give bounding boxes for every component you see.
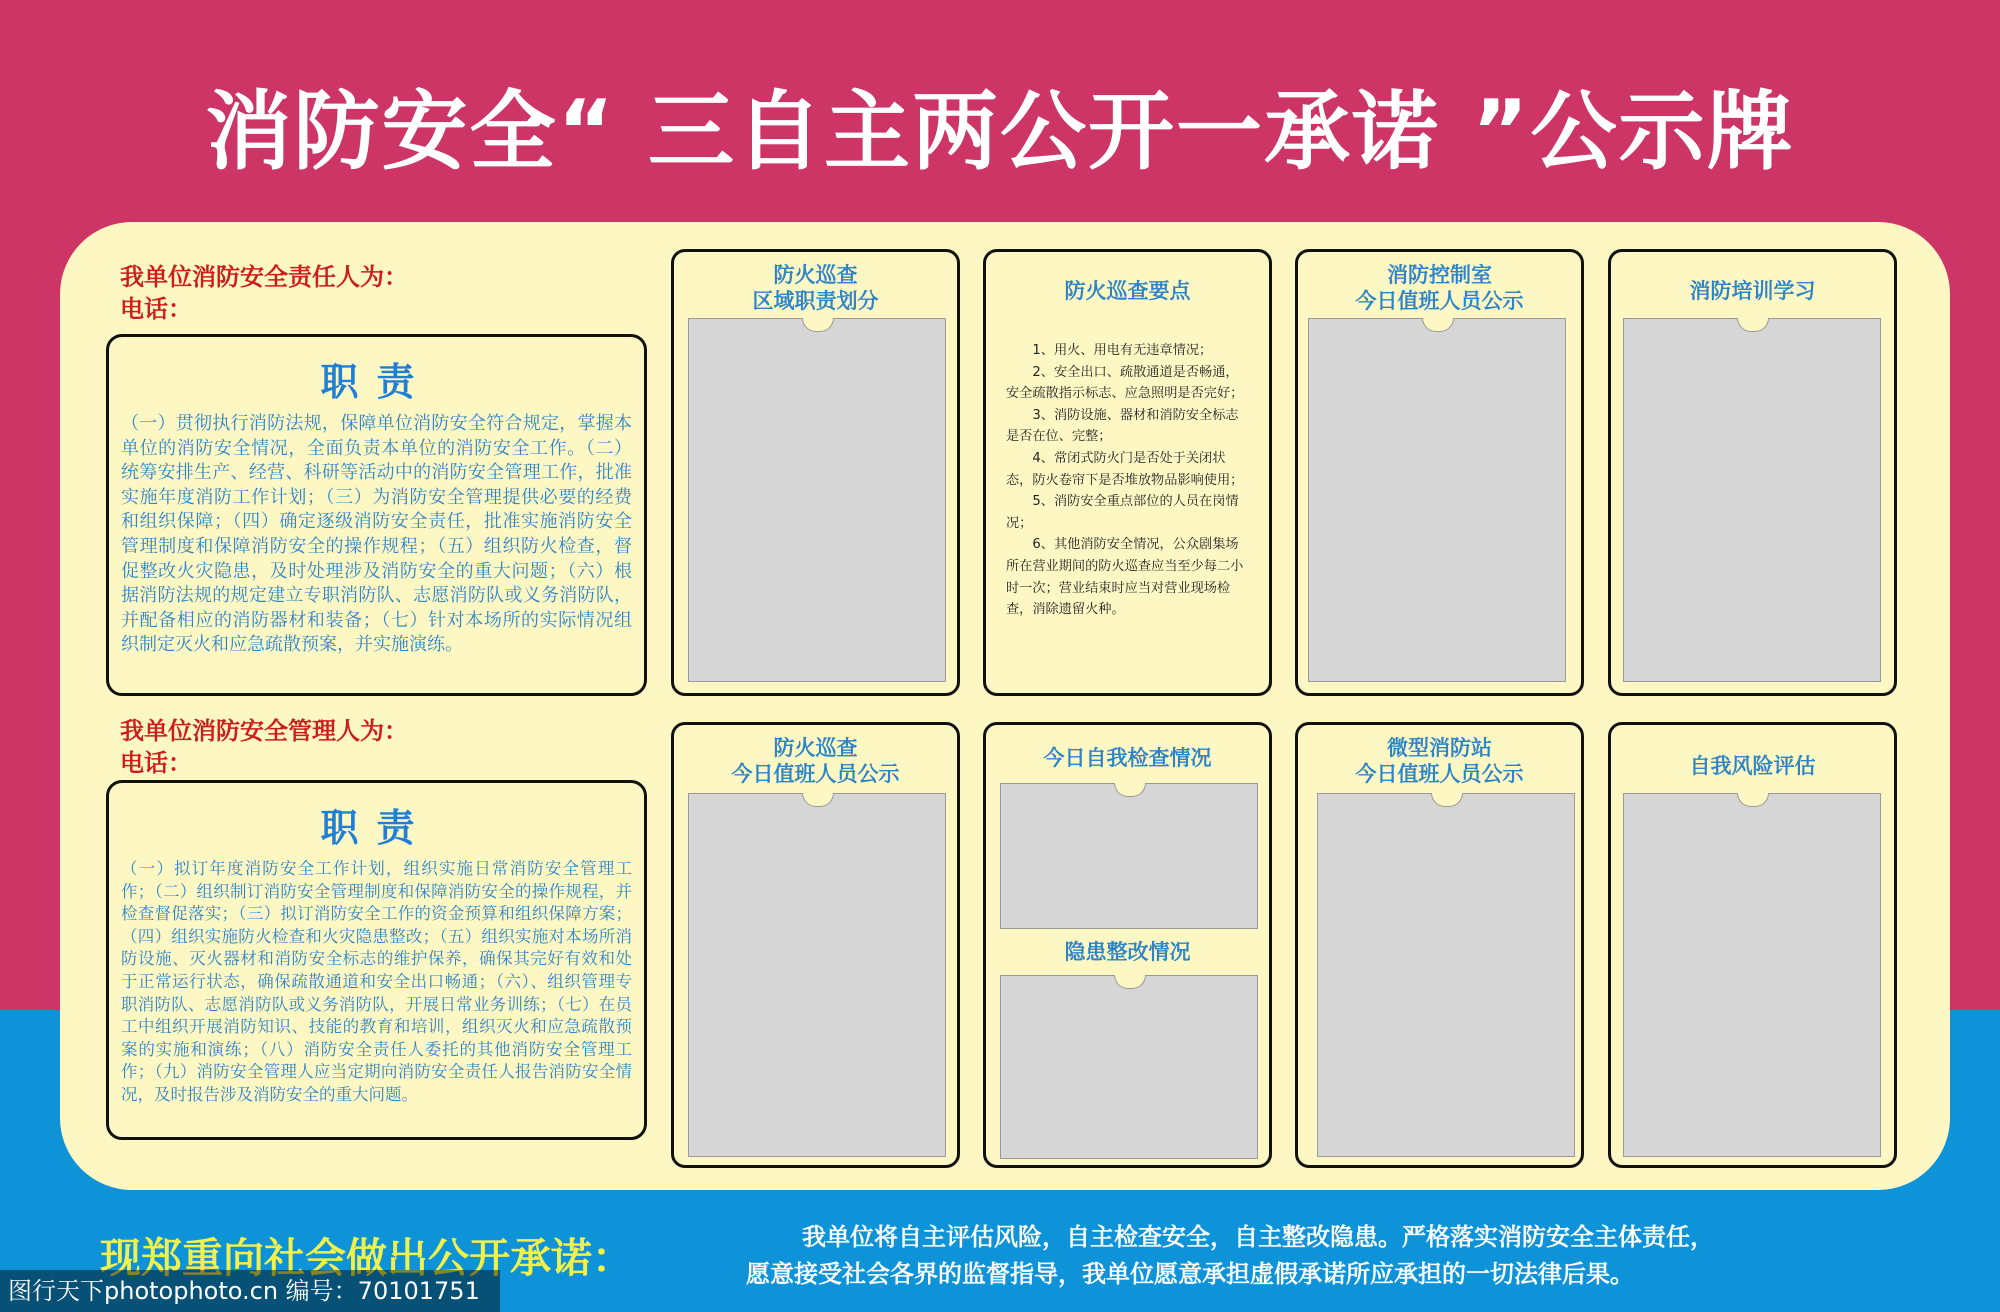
responsible-person-label: 我单位消防安全责任人为： [120, 263, 408, 291]
panel-patrol-duty [671, 722, 960, 1168]
slot-notch [1431, 793, 1463, 807]
panel-title: 消防培训学习 [1689, 279, 1816, 303]
panel-self-inspection [983, 722, 1272, 1168]
responsible-duty-text: （一）贯彻执行消防法规，保障单位消防安全符合规定，掌握本单位的消防安全情况，全面负责本单位的消防安全工作。（二）统筹安排生产、经营、科研等活动中的消防安全管理工作，批准实施年度消防工作计划；（三）为消防安全管理提供必要的经费和组织保障；（四）确定逐级消防安全责任，批准实施消防安全管理制度和保障消防安全的操作规程；（五）组织防火检查，督促整改火灾隐患，及时处理涉及消防安全的重大问题；（六）根据消防法规的规定建立专职消防队、志愿消防队或义务消防队，并配备相应的消防器材和装备；（七）针对本场所的实际情况组织制定灭火和应急疏散预案，并实施演练。 [121, 413, 632, 656]
slot-notch [1737, 318, 1769, 332]
panel-training [1608, 249, 1897, 696]
panel-title-line1: 防火巡查 [773, 736, 858, 760]
promise-line-2: 愿意接受社会各界的监督指导，我单位愿意承担虚假承诺所应承担的一切法律后果。 [746, 1260, 1634, 1288]
panel-title-line1: 消防控制室 [1387, 263, 1492, 287]
patrol-point: 6、其他消防安全情况，公众剧集场所在营业期间的防火巡查应当至少每二小时一次；营业结束时应当对营业现场检查，消除遗留火种。 [1006, 537, 1244, 618]
panel-micro-station [1295, 722, 1584, 1168]
panel-title-top: 今日自我检查情况 [1043, 746, 1212, 770]
slot-notch [1422, 318, 1454, 332]
patrol-point: 1、用火、用电有无违章情况； [1032, 343, 1213, 358]
patrol-point: 3、消防设施、器材和消防安全标志是否在位、完整； [1006, 407, 1239, 445]
panel-title-bottom: 隐患整改情况 [1064, 940, 1191, 964]
responsible-duty-box [106, 334, 647, 696]
slot-notch [802, 318, 834, 332]
panel-title-line1: 防火巡查 [773, 263, 858, 287]
document-slot [688, 793, 946, 1157]
panel-title-line2: 今日值班人员公示 [731, 762, 900, 786]
document-slot [1623, 318, 1881, 682]
responsible-phone-label: 电话： [120, 295, 192, 323]
responsible-duty-title: 职责 [320, 360, 433, 404]
manager-duty-box [106, 780, 647, 1140]
watermark: 图行天下photophoto.cn 编号：70101751 [0, 1270, 500, 1312]
slot-notch [802, 793, 834, 807]
promise-heading: 现郑重向社会做出公开承诺： [100, 1234, 633, 1282]
panel-risk-assessment [1608, 722, 1897, 1168]
slot-notch [1114, 975, 1146, 989]
document-slot [1308, 318, 1566, 682]
manager-duty-text: （一）拟订年度消防安全工作计划，组织实施日常消防安全管理工作；（二）组织制订消防安全管理制度和保障消防安全的操作规程，并检查督促落实；（三）拟订消防安全工作的资金预算和组织保障方案；（四）组织实施防火检查和火灾隐患整改；（五）组织实施对本场所消防设施、灭火器材和消防安全标志的维护保养，确保其完好有效和处于正常运行状态，确保疏散通道和安全出口畅通；（六）、组织管理专职消防队、志愿消防队或义务消防队，开展日常业务训练；（七）在员工中组织开展消防知识、技能的教育和培训，组织灭火和应急疏散预案的实施和演练；（八）消防安全责任人委托的其他消防安全管理工作；（九）消防安全管理人应当定期向消防安全责任人报告消防安全情况，及时报告涉及消防安全的重大问题。 [121, 859, 632, 1104]
document-slot [688, 318, 946, 682]
manager-duty-title: 职责 [320, 806, 433, 850]
patrol-point: 4、常闭式防火门是否处于关闭状态，防火卷帘下是否堆放物品影响使用； [1006, 450, 1244, 488]
panel-title: 防火巡查要点 [1064, 279, 1191, 303]
manager-person-label: 我单位消防安全管理人为： [120, 717, 408, 745]
panel-title-line2: 今日值班人员公示 [1355, 762, 1524, 786]
document-slot [1000, 975, 1258, 1159]
patrol-point: 2、安全出口、疏散通道是否畅通，安全疏散指示标志、应急照明是否完好； [1006, 364, 1244, 402]
promise-line-1: 我单位将自主评估风险，自主检查安全，自主整改隐患。严格落实消防安全主体责任， [802, 1223, 1714, 1251]
manager-phone-label: 电话： [120, 749, 192, 777]
panel-patrol-points [983, 249, 1272, 696]
patrol-point: 5、消防安全重点部位的人员在岗情况； [1006, 494, 1239, 531]
panel-title-line2: 区域职责划分 [752, 289, 879, 313]
document-slot [1623, 793, 1881, 1157]
panel-title-line1: 微型消防站 [1387, 736, 1492, 760]
slot-notch [1114, 783, 1146, 797]
document-slot [1000, 783, 1258, 929]
page-title: 消防安全“ 三自主两公开一承诺 ”公示牌 [205, 82, 1795, 182]
panel-title-line2: 今日值班人员公示 [1355, 289, 1524, 313]
document-slot [1317, 793, 1575, 1157]
slot-notch [1737, 793, 1769, 807]
panel-control-room [1295, 249, 1584, 696]
patrol-points-list [1006, 340, 1251, 621]
panel-patrol-area [671, 249, 960, 696]
panel-title: 自我风险评估 [1689, 754, 1816, 778]
promise-text [746, 1219, 1946, 1293]
